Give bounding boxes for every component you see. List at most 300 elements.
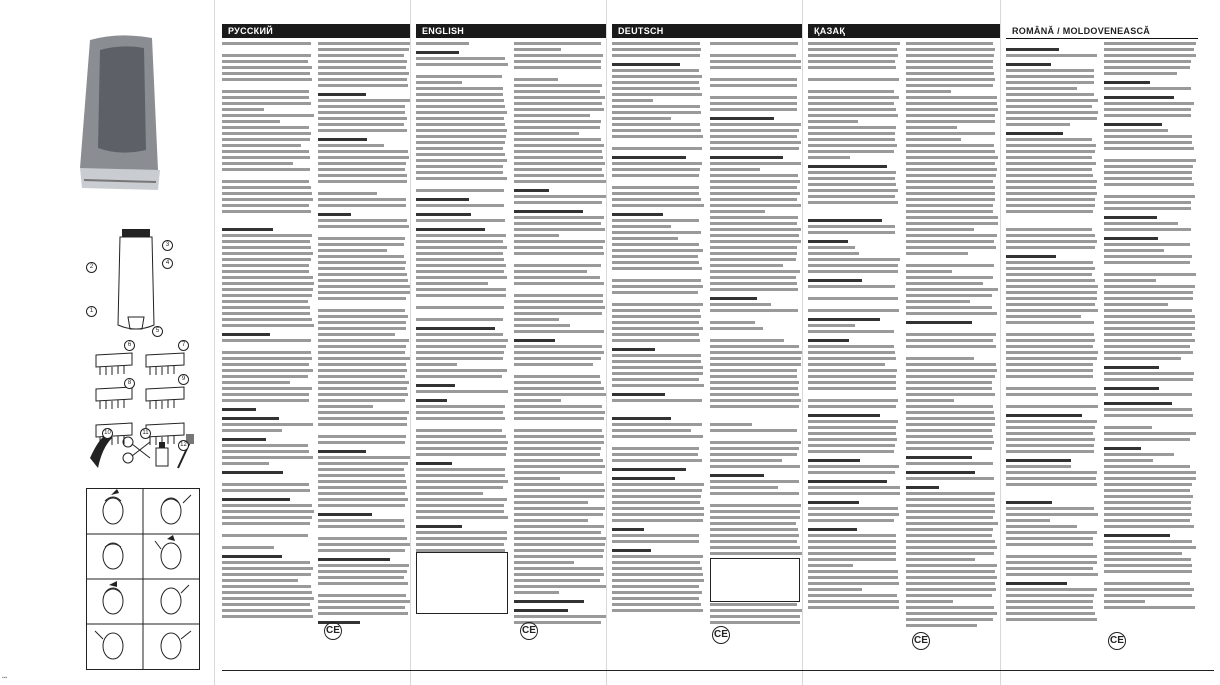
text-line xyxy=(612,507,704,510)
text-line xyxy=(808,507,898,510)
text-line xyxy=(808,363,885,366)
text-line xyxy=(808,471,895,474)
text-line xyxy=(1104,207,1191,210)
text-line xyxy=(416,411,503,414)
text-line xyxy=(1006,357,1097,360)
text-line xyxy=(612,513,704,516)
text-line xyxy=(318,72,409,75)
text-line xyxy=(222,96,309,99)
text-line xyxy=(318,456,410,459)
text-line xyxy=(514,234,559,237)
text-line xyxy=(222,90,309,93)
text-line xyxy=(1104,309,1192,312)
text-line xyxy=(906,312,997,315)
text-line xyxy=(416,270,504,273)
text-line xyxy=(222,456,313,459)
figure-number: 7 xyxy=(178,340,189,351)
text-line xyxy=(1104,393,1192,396)
text-line xyxy=(514,477,560,480)
text-line xyxy=(808,102,894,105)
text-line xyxy=(710,228,801,231)
text-line xyxy=(1104,483,1192,486)
text-line xyxy=(318,537,407,540)
text-line xyxy=(318,261,406,264)
text-line xyxy=(514,300,603,303)
text-line xyxy=(1104,606,1195,609)
text-line xyxy=(416,93,503,96)
text-line xyxy=(1006,519,1050,522)
text-line xyxy=(612,447,699,450)
text-line xyxy=(318,486,407,489)
text-line xyxy=(710,102,797,105)
text-line xyxy=(612,75,702,78)
text-line xyxy=(710,252,797,255)
text-line xyxy=(318,612,408,615)
text-line xyxy=(710,492,799,495)
text-line xyxy=(318,462,408,465)
text-line xyxy=(906,594,992,597)
text-line xyxy=(808,465,899,468)
text-line xyxy=(1006,315,1081,318)
text-line xyxy=(808,420,898,423)
text-line xyxy=(416,441,508,444)
text-line xyxy=(222,381,290,384)
text-line xyxy=(318,66,406,69)
text-line xyxy=(1104,345,1190,348)
text-line xyxy=(222,615,313,618)
text-line xyxy=(1104,564,1192,567)
text-line xyxy=(710,216,798,219)
text-line xyxy=(222,66,312,69)
text-line xyxy=(222,156,310,159)
text-line xyxy=(222,228,273,231)
text-line xyxy=(318,60,407,63)
text-line xyxy=(808,42,900,45)
text-line xyxy=(222,429,282,432)
text-line xyxy=(222,534,308,537)
text-line xyxy=(514,405,602,408)
ce-mark-icon: CE xyxy=(1108,632,1126,650)
text-line xyxy=(808,165,887,168)
text-line xyxy=(222,591,312,594)
text-line xyxy=(318,519,404,522)
text-line xyxy=(318,468,404,471)
text-line xyxy=(514,393,606,396)
text-line xyxy=(514,375,600,378)
text-line xyxy=(906,72,994,75)
text-line xyxy=(808,564,853,567)
text-line xyxy=(514,429,602,432)
text-line xyxy=(318,84,408,87)
text-line xyxy=(710,180,800,183)
text-line xyxy=(612,459,702,462)
text-line xyxy=(416,486,503,489)
text-line xyxy=(612,489,702,492)
language-header-deutsch: DEUTSCH xyxy=(612,24,802,38)
text-line xyxy=(1104,114,1191,117)
text-line xyxy=(222,126,309,129)
text-line xyxy=(318,594,406,597)
page-separator xyxy=(802,0,803,685)
text-line xyxy=(416,492,483,495)
text-line xyxy=(416,159,507,162)
text-line xyxy=(710,192,800,195)
text-line xyxy=(710,210,765,213)
ce-mark-icon: CE xyxy=(324,622,342,640)
text-line xyxy=(416,81,462,84)
text-line xyxy=(612,243,699,246)
text-line xyxy=(318,237,405,240)
text-line xyxy=(318,204,406,207)
text-line xyxy=(416,345,506,348)
text-line xyxy=(514,252,604,255)
text-line xyxy=(808,426,896,429)
text-line xyxy=(318,417,407,420)
text-line xyxy=(710,66,801,69)
text-line xyxy=(906,522,998,525)
text-line xyxy=(808,285,895,288)
text-line xyxy=(906,447,992,450)
text-line xyxy=(1006,168,1092,171)
text-line xyxy=(222,42,311,45)
text-line xyxy=(906,180,993,183)
text-line xyxy=(416,462,452,465)
text-line xyxy=(514,162,605,165)
text-line xyxy=(318,387,407,390)
text-line xyxy=(612,495,701,498)
text-line xyxy=(416,153,505,156)
text-line xyxy=(514,138,601,141)
text-line xyxy=(416,117,504,120)
text-line xyxy=(808,414,880,417)
text-line xyxy=(1104,315,1195,318)
text-line xyxy=(710,246,797,249)
text-line xyxy=(514,126,600,129)
text-block xyxy=(1006,42,1098,624)
text-line xyxy=(808,324,855,327)
text-line xyxy=(318,123,404,126)
text-line xyxy=(1006,69,1094,72)
text-line xyxy=(710,222,797,225)
text-line xyxy=(808,369,897,372)
text-line xyxy=(1104,72,1177,75)
page-separator xyxy=(410,0,411,685)
text-line xyxy=(612,501,700,504)
figure-number: 6 xyxy=(124,340,135,351)
text-line xyxy=(514,411,605,414)
figure-number: 11 xyxy=(140,428,151,439)
text-line xyxy=(318,297,406,300)
text-line xyxy=(222,258,311,261)
text-line xyxy=(318,333,395,336)
text-line xyxy=(1104,459,1153,462)
text-line xyxy=(612,591,702,594)
warning-box xyxy=(416,552,508,614)
text-line xyxy=(1104,495,1193,498)
text-line xyxy=(1006,186,1096,189)
text-line xyxy=(1104,249,1164,252)
text-line xyxy=(906,78,995,81)
text-line xyxy=(222,240,310,243)
text-line xyxy=(612,384,704,387)
text-line xyxy=(1006,405,1098,408)
text-line xyxy=(612,555,703,558)
text-line xyxy=(1104,414,1193,417)
text-line xyxy=(514,156,603,159)
text-line xyxy=(416,171,503,174)
text-line xyxy=(808,528,857,531)
text-line xyxy=(1006,537,1093,540)
text-line xyxy=(416,141,505,144)
text-line xyxy=(808,387,896,390)
text-line xyxy=(710,621,800,624)
text-line xyxy=(514,609,568,612)
text-line xyxy=(1006,162,1096,165)
text-line xyxy=(808,405,896,408)
text-line xyxy=(710,429,797,432)
text-line xyxy=(1006,267,1095,270)
text-line xyxy=(808,486,900,489)
text-line xyxy=(416,306,504,309)
text-line xyxy=(1006,588,1097,591)
text-line xyxy=(906,96,997,99)
text-line xyxy=(222,114,314,117)
text-line xyxy=(1006,105,1092,108)
text-line xyxy=(222,510,314,513)
text-line xyxy=(416,51,459,54)
text-line xyxy=(416,165,503,168)
text-line xyxy=(514,363,593,366)
text-line xyxy=(514,513,603,516)
text-line xyxy=(222,369,313,372)
text-line xyxy=(1104,42,1196,45)
ce-mark-icon: CE xyxy=(520,622,538,640)
text-line xyxy=(416,282,488,285)
text-line xyxy=(1104,351,1193,354)
text-line xyxy=(1006,255,1056,258)
text-line xyxy=(1104,501,1191,504)
text-line xyxy=(906,204,993,207)
text-line xyxy=(612,366,703,369)
text-line xyxy=(1104,237,1158,240)
text-line xyxy=(906,60,993,63)
figure-number: 5 xyxy=(152,326,163,337)
text-line xyxy=(808,570,898,573)
text-line xyxy=(808,513,899,516)
text-line xyxy=(318,504,405,507)
text-line xyxy=(710,282,797,285)
text-line xyxy=(1104,108,1191,111)
text-line xyxy=(710,522,796,525)
text-line xyxy=(710,78,797,81)
text-line xyxy=(514,120,601,123)
text-line xyxy=(514,108,604,111)
text-line xyxy=(1104,48,1194,51)
text-line xyxy=(318,111,405,114)
text-line xyxy=(222,270,309,273)
page-separator xyxy=(606,0,607,685)
text-line xyxy=(1104,147,1194,150)
text-line xyxy=(1006,582,1067,585)
text-line xyxy=(906,411,994,414)
text-line xyxy=(612,354,701,357)
language-header-romana: ROMÂNĂ / MOLDOVENEASCĂ xyxy=(1006,24,1198,39)
text-line xyxy=(612,528,644,531)
text-line xyxy=(416,447,507,450)
text-line xyxy=(318,285,410,288)
text-line xyxy=(222,609,312,612)
text-line xyxy=(1006,123,1070,126)
text-line xyxy=(906,462,993,465)
text-line xyxy=(906,546,997,549)
text-line xyxy=(710,321,755,324)
text-line xyxy=(222,108,264,111)
text-line xyxy=(612,423,702,426)
text-line xyxy=(808,432,896,435)
text-line xyxy=(710,42,798,45)
text-line xyxy=(808,207,900,213)
text-line xyxy=(808,177,895,180)
text-line xyxy=(906,399,954,402)
text-line xyxy=(222,132,311,135)
text-line xyxy=(1104,408,1192,411)
text-line xyxy=(1006,75,1094,78)
text-line xyxy=(1006,285,1098,288)
text-line xyxy=(808,258,900,261)
text-line xyxy=(612,168,700,171)
text-line xyxy=(710,258,796,261)
text-line xyxy=(416,75,502,78)
text-line xyxy=(318,42,410,45)
text-line xyxy=(906,174,996,177)
text-line xyxy=(318,213,351,216)
text-line xyxy=(710,474,764,477)
text-line xyxy=(514,357,601,360)
text-line xyxy=(1006,240,1097,243)
text-line xyxy=(1006,432,1093,435)
text-line xyxy=(612,579,704,582)
text-line xyxy=(710,405,799,408)
text-line xyxy=(1104,477,1196,480)
text-line xyxy=(514,345,602,348)
text-line xyxy=(710,528,798,531)
text-line xyxy=(906,558,975,561)
text-line xyxy=(710,363,801,366)
text-line xyxy=(318,492,405,495)
text-line xyxy=(710,234,799,237)
text-line xyxy=(318,435,406,438)
text-line xyxy=(318,279,408,282)
hair-clipper-icon xyxy=(60,30,180,200)
figure-number: 9 xyxy=(178,374,189,385)
text-line xyxy=(514,555,603,558)
text-line xyxy=(710,96,797,99)
text-line xyxy=(710,198,797,201)
language-header-kazakh: ҚАЗАҚ xyxy=(808,24,1000,38)
text-line xyxy=(222,72,310,75)
text-line xyxy=(906,306,992,309)
text-line xyxy=(1006,525,1077,528)
text-line xyxy=(906,387,992,390)
text-line xyxy=(1006,81,1094,84)
text-line xyxy=(808,339,849,342)
text-line xyxy=(710,84,797,87)
text-line xyxy=(1006,93,1094,96)
text-line xyxy=(612,399,702,402)
text-line xyxy=(1104,540,1192,543)
text-line xyxy=(222,498,290,501)
text-line xyxy=(612,213,663,216)
text-line xyxy=(514,42,601,45)
text-line xyxy=(906,246,996,249)
text-line xyxy=(906,54,994,57)
text-block xyxy=(222,42,314,621)
text-line xyxy=(612,129,701,132)
haircut-instruction-grid xyxy=(86,488,200,670)
text-line xyxy=(318,93,366,96)
text-line xyxy=(1104,327,1195,330)
text-line xyxy=(906,534,992,537)
text-line xyxy=(1104,402,1172,405)
text-line xyxy=(1006,291,1097,294)
text-line xyxy=(1104,201,1191,204)
text-line xyxy=(1006,54,1097,57)
text-line xyxy=(710,147,799,150)
text-line xyxy=(514,150,602,153)
text-line xyxy=(1104,66,1190,69)
text-line xyxy=(318,273,407,276)
text-line xyxy=(1006,483,1097,486)
text-line xyxy=(416,129,507,132)
text-line xyxy=(710,381,799,384)
text-line xyxy=(514,54,603,57)
text-line xyxy=(906,618,993,621)
text-line xyxy=(710,357,801,360)
text-line xyxy=(514,312,602,315)
text-block xyxy=(416,42,508,615)
text-line xyxy=(612,204,704,207)
text-line xyxy=(1006,600,1093,603)
text-line xyxy=(710,540,797,543)
text-line xyxy=(318,381,409,384)
text-line xyxy=(906,114,995,117)
text-line xyxy=(710,447,799,450)
text-line xyxy=(808,48,897,51)
text-line xyxy=(906,228,974,231)
text-line xyxy=(808,183,896,186)
text-line xyxy=(906,357,974,360)
ce-mark-icon: CE xyxy=(712,626,730,644)
text-line xyxy=(318,321,406,324)
text-line xyxy=(514,573,604,576)
text-line xyxy=(222,351,311,354)
text-line xyxy=(710,108,797,111)
text-line xyxy=(514,78,558,81)
text-line xyxy=(318,399,405,402)
text-line xyxy=(906,270,952,273)
text-line xyxy=(1006,471,1097,474)
text-line xyxy=(514,168,602,171)
text-line xyxy=(514,531,601,534)
text-line xyxy=(222,333,270,336)
text-line xyxy=(808,108,896,111)
text-line xyxy=(1104,438,1190,441)
text-line xyxy=(612,42,700,45)
text-line xyxy=(808,120,858,123)
text-line xyxy=(612,348,655,351)
text-line xyxy=(318,582,408,585)
text-line xyxy=(1006,204,1095,207)
